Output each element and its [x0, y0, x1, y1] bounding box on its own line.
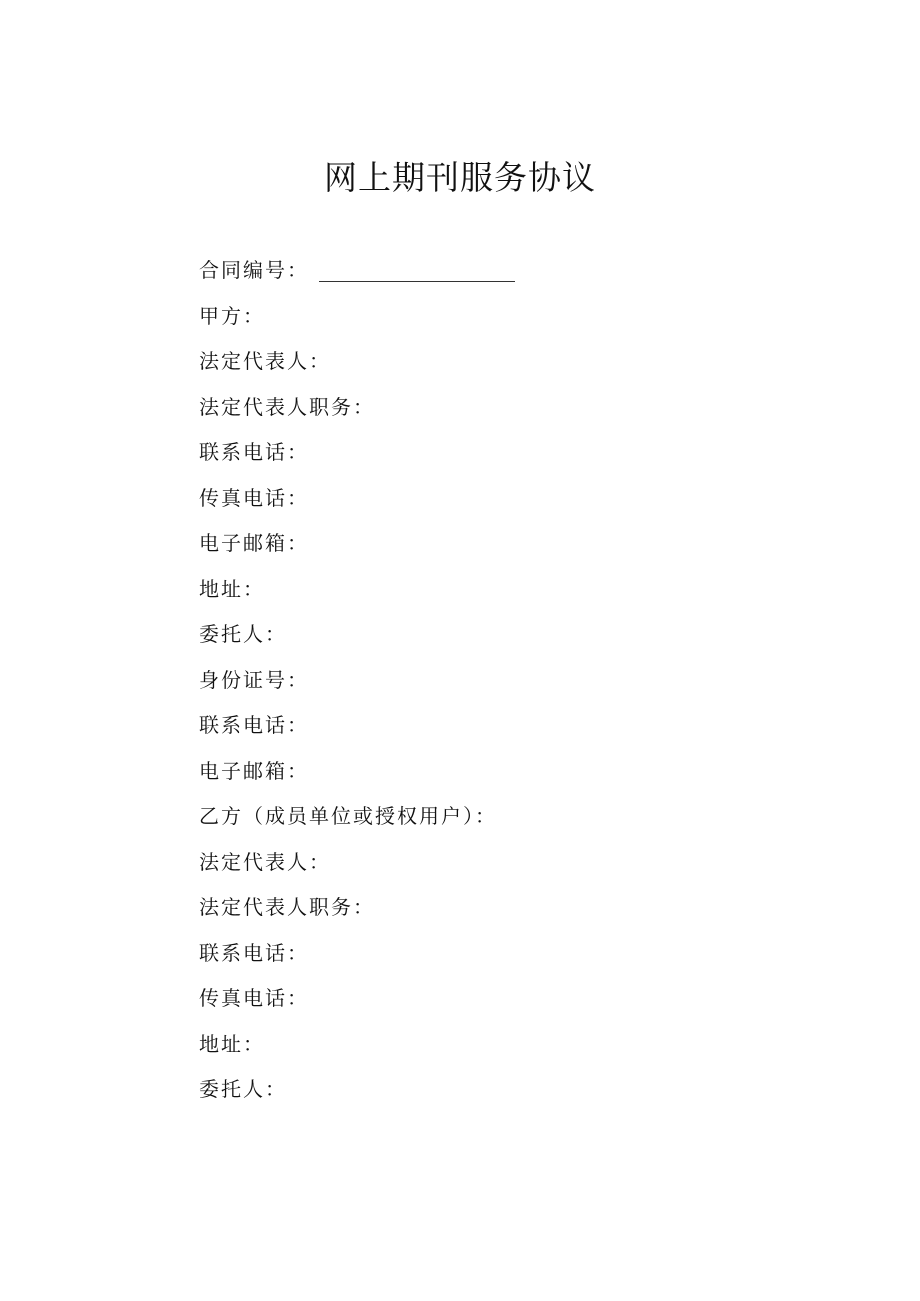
party-b-legal-rep-label: 法定代表人： — [199, 849, 331, 874]
party-a-email-label: 电子邮箱： — [199, 531, 309, 555]
contract-number-blank-line — [319, 280, 515, 282]
party-a-phone-label: 联系电话： — [199, 440, 309, 464]
party-a-agent-email-label: 电子邮箱： — [199, 758, 309, 783]
party-a-label: 甲方： — [199, 303, 265, 328]
party-a-fax-label: 传真电话： — [199, 485, 309, 510]
contract-number-label: 合同编号： — [199, 258, 309, 282]
party-a-id-number-label: 身份证号： — [199, 667, 309, 692]
party-b-fax-label: 传真电话： — [199, 986, 309, 1010]
party-a-address-label: 地址： — [199, 576, 265, 601]
contract-fields — [199, 248, 839, 1113]
party-a-agent-phone-label: 联系电话： — [199, 713, 309, 737]
party-b-legal-rep-title-label: 法定代表人职务： — [199, 895, 375, 919]
party-a-legal-rep-title-label: 法定代表人职务： — [199, 394, 375, 419]
party-b-agent-label: 委托人： — [199, 1077, 287, 1101]
document-title: 网上期刊服务协议 — [324, 158, 596, 197]
party-a-legal-rep-label: 法定代表人： — [199, 349, 331, 373]
party-b-address-label: 地址： — [199, 1031, 265, 1056]
party-a-agent-label: 委托人： — [199, 622, 287, 646]
party-b-phone-label: 联系电话： — [199, 940, 309, 965]
party-b-label: 乙方（成员单位或授权用户）： — [199, 804, 497, 828]
contract-number-row — [199, 248, 839, 294]
